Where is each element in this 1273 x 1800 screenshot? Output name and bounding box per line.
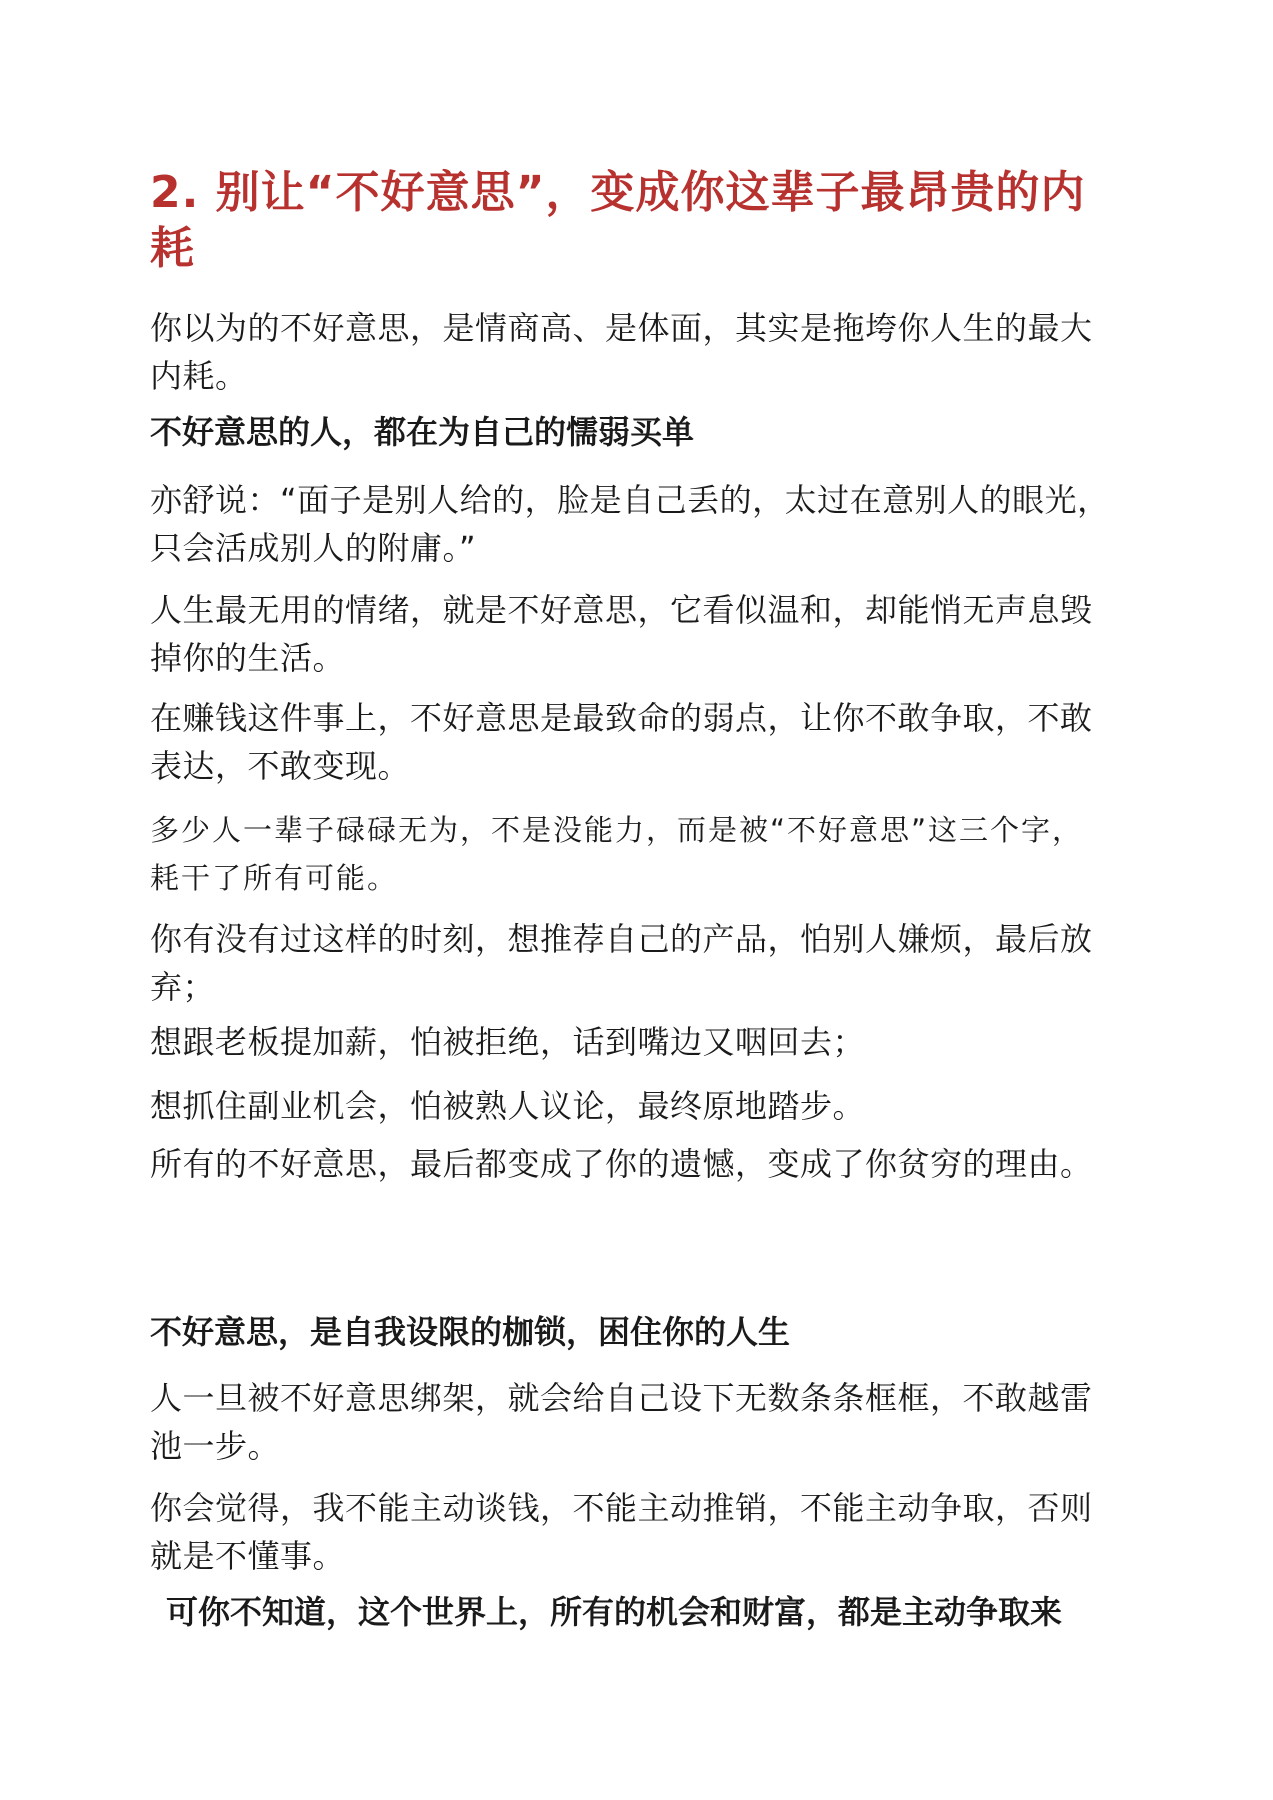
paragraph-side-job: 想抓住副业机会，怕被熟人议论，最终原地踏步。 — [150, 1087, 866, 1125]
page-title: 2. 别让“不好意思”，变成你这辈子最昂贵的内耗 — [150, 167, 1086, 274]
paragraph-closing: 可你不知道，这个世界上，所有的机会和财富，都是主动争取来 — [166, 1593, 1063, 1631]
section-heading-2: 不好意思，是自我设限的枷锁，困住你的人生 — [150, 1313, 791, 1351]
paragraph-money: 在赚钱这件事上，不好意思是最致命的弱点，让你不敢争取，不敢表达，不敢变现。 — [150, 699, 1093, 785]
paragraph-mediocre: 多少人一辈子碌碌无为，不是没能力，而是被“不好意思”这三个字，耗干了所有可能。 — [150, 813, 1084, 895]
paragraph-regret: 所有的不好意思，最后都变成了你的遗憾，变成了你贫穷的理由。 — [150, 1145, 1093, 1183]
paragraph-intro: 你以为的不好意思，是情商高、是体面，其实是拖垮你人生的最大内耗。 — [150, 309, 1093, 395]
paragraph-initiative: 你会觉得，我不能主动谈钱，不能主动推销，不能主动争取，否则就是不懂事。 — [150, 1489, 1093, 1575]
paragraph-quote: 亦舒说：“面子是别人给的，脸是自己丢的，太过在意别人的眼光，只会活成别人的附庸。” — [150, 481, 1110, 567]
paragraph-raise: 想跟老板提加薪，怕被拒绝，话到嘴边又咽回去； — [150, 1023, 866, 1061]
paragraph-shackle: 人一旦被不好意思绑架，就会给自己设下无数条条框框，不敢越雷池一步。 — [150, 1379, 1093, 1465]
paragraph-recommend: 你有没有过这样的时刻，想推荐自己的产品，怕别人嫌烦，最后放弃； — [150, 920, 1093, 1006]
section-heading-1: 不好意思的人，都在为自己的懦弱买单 — [150, 413, 695, 451]
paragraph-emotion: 人生最无用的情绪，就是不好意思，它看似温和，却能悄无声息毁掉你的生活。 — [150, 591, 1093, 677]
